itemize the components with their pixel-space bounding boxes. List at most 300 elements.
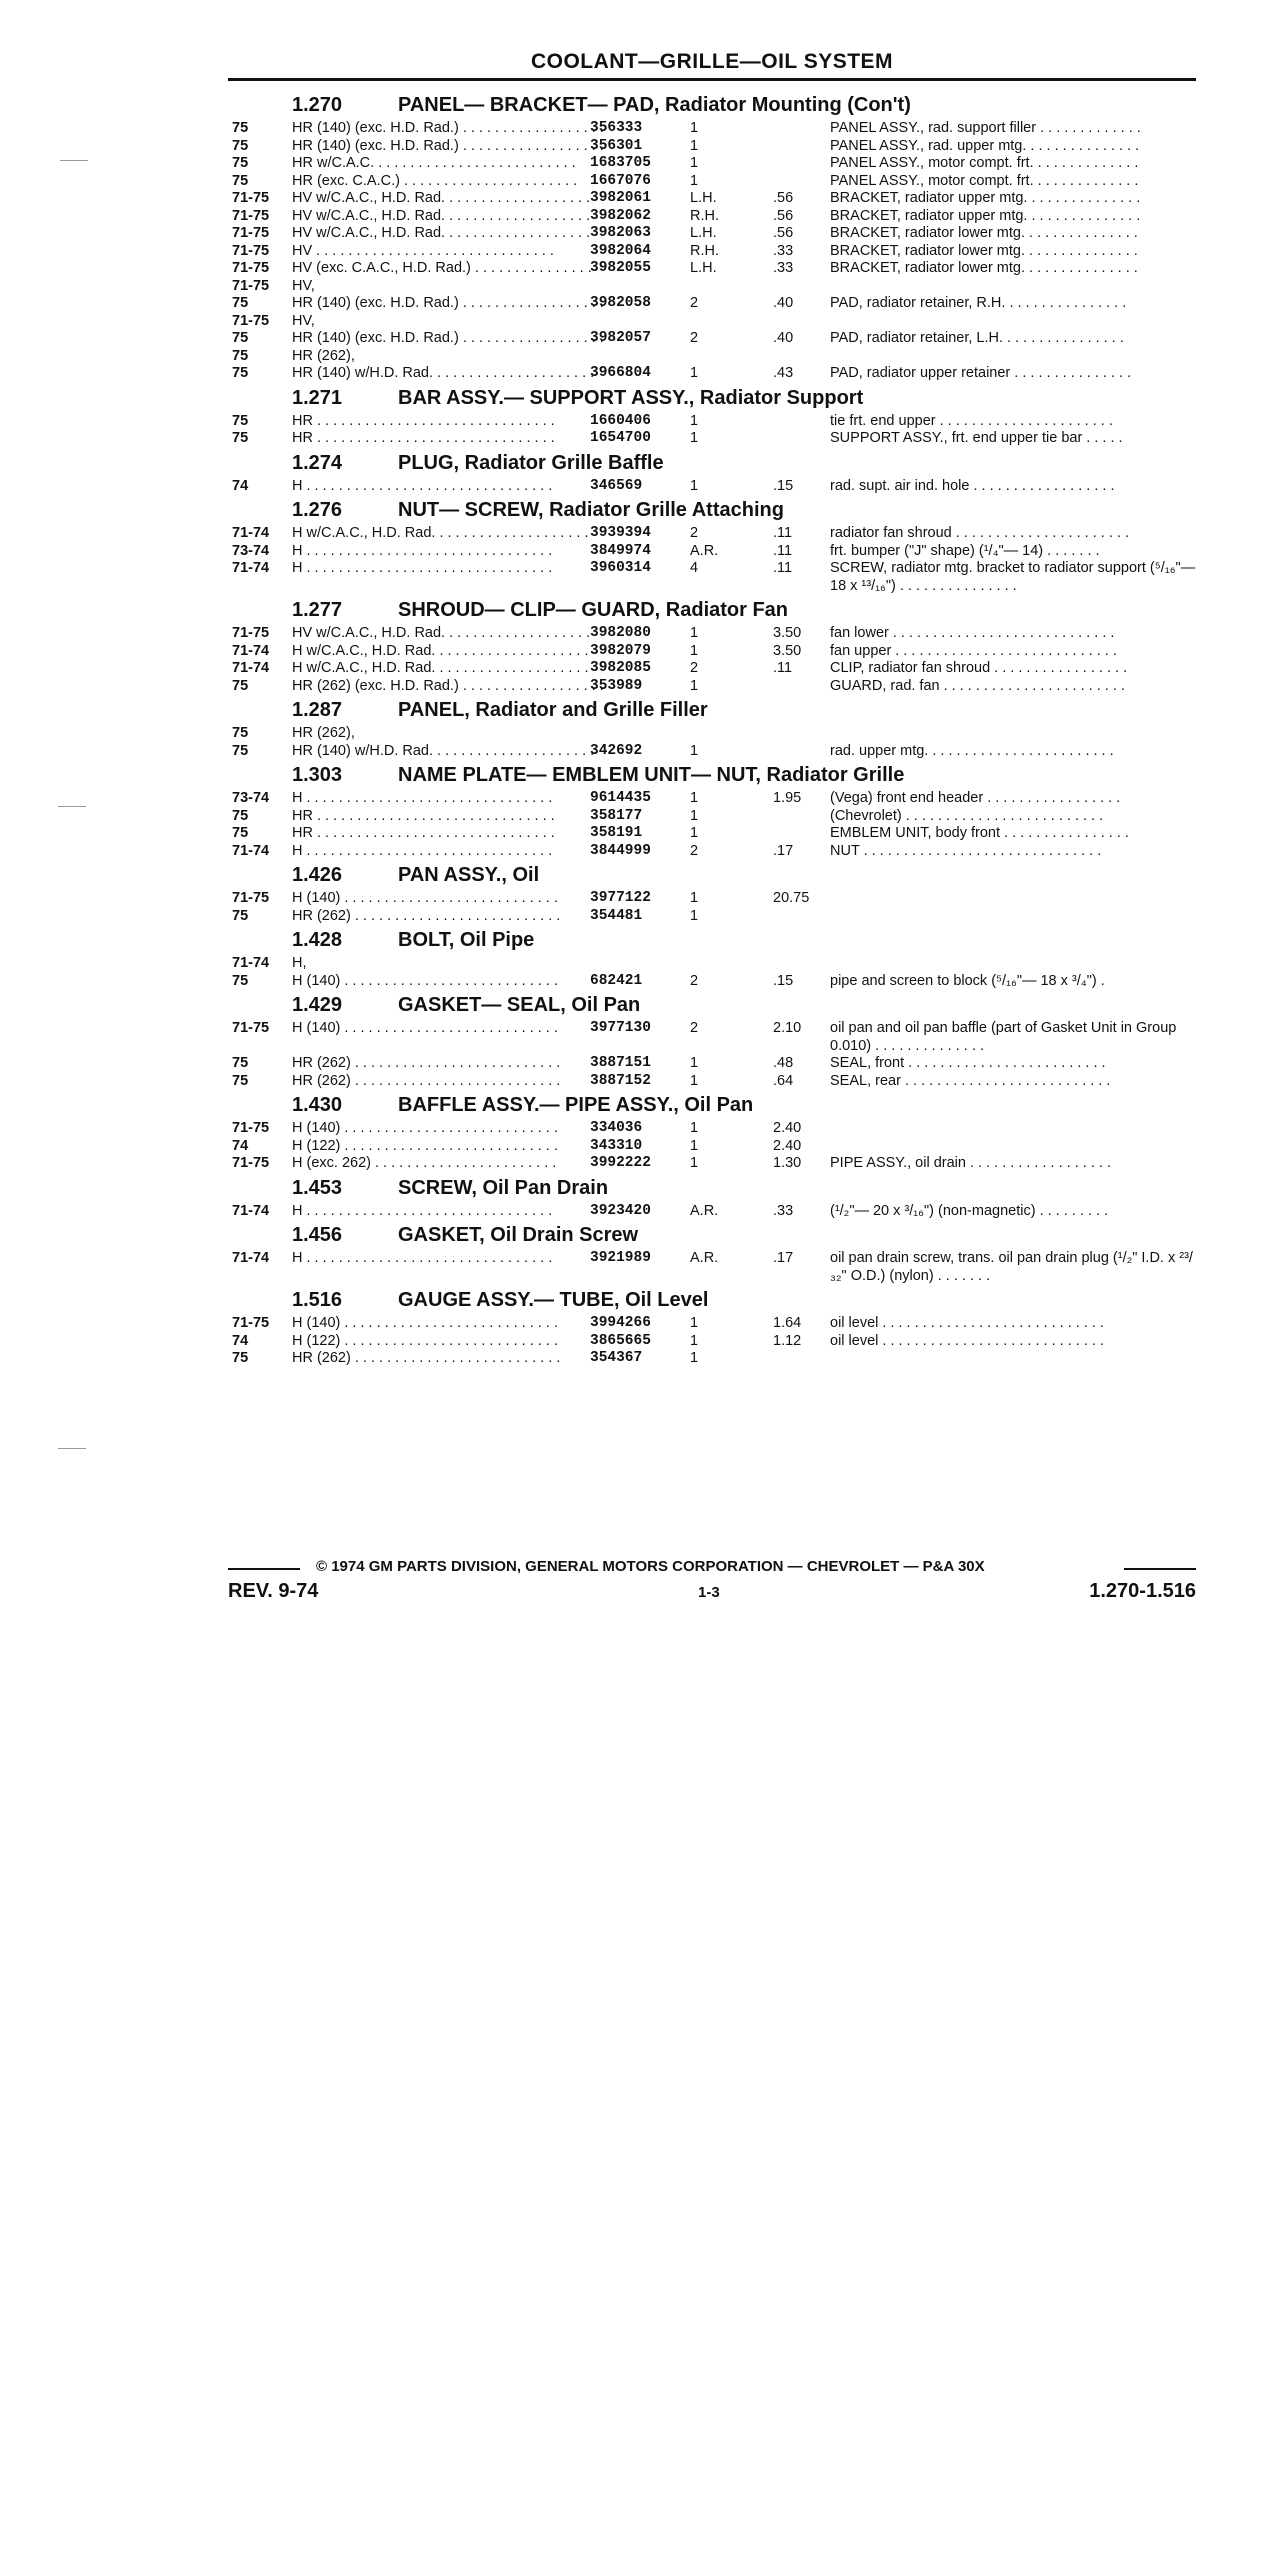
model-application: HR . . . . . . . . . . . . . . . . . . . . . . . . . . . . . . [292, 807, 555, 824]
page-number: 1-3 [698, 1584, 720, 1601]
quantity: 1 [690, 120, 699, 136]
quantity: 1 [690, 477, 699, 494]
parts-list [228, 90, 1196, 1368]
model-year: 75 [232, 1055, 249, 1071]
section-heading [228, 860, 1196, 890]
part-number: 3982080 [590, 625, 651, 641]
section-number: 1.456 [292, 1224, 343, 1246]
price: .56 [773, 190, 794, 206]
part-description: oil level . . . . . . . . . . . . . . . . . . . . . . . . . . . . [830, 1315, 1104, 1331]
model-year: 71-74 [232, 842, 270, 859]
model-year: 73-74 [232, 542, 270, 559]
page-title: COOLANT—GRILLE—OIL SYSTEM [530, 50, 894, 73]
section-number: 1.516 [292, 1289, 343, 1311]
part-description: SUPPORT ASSY., frt. end upper tie bar . . . . . [830, 430, 1123, 446]
part-description: SEAL, front . . . . . . . . . . . . . . . . . . . . . . . . . [830, 1055, 1106, 1071]
part-description: PAD, radiator upper retainer . . . . . . . . . . . . . . . [830, 365, 1132, 381]
part-description: tie frt. end upper . . . . . . . . . . . . . . . . . . . . . . [830, 412, 1113, 429]
model-application: H w/C.A.C., H.D. Rad. . . . . . . . . . . . . . . . . . . . [292, 525, 589, 541]
quantity: 1 [690, 172, 699, 189]
part-row [228, 243, 1196, 261]
price: .40 [773, 330, 794, 346]
part-number: 1660406 [590, 412, 651, 429]
model-year: 75 [232, 155, 249, 171]
part-description: (Vega) front end header . . . . . . . . . . . . . . . . . [830, 790, 1121, 806]
section-heading [228, 1090, 1196, 1120]
price: 3.50 [773, 642, 802, 659]
section-heading [228, 595, 1196, 625]
part-row [228, 1333, 1196, 1351]
section-title: BAFFLE ASSY.— PIPE ASSY., Oil Pan [398, 1094, 754, 1116]
quantity: 1 [690, 365, 699, 381]
model-application: HR (262) . . . . . . . . . . . . . . . . . . . . . . . . . . [292, 1350, 561, 1366]
section-title: BAR ASSY.— SUPPORT ASSY., Radiator Support [398, 386, 864, 409]
scan-mark [58, 1448, 86, 1449]
part-number: 3994266 [590, 1315, 651, 1331]
part-description: oil level . . . . . . . . . . . . . . . . . . . . . . . . . . . . [830, 1332, 1104, 1349]
model-application: HV (exc. C.A.C., H.D. Rad.) . . . . . . . . . . . . . . . [292, 260, 592, 276]
model-application: H, [292, 955, 307, 971]
quantity: 1 [690, 1072, 699, 1089]
price: .17 [773, 842, 794, 859]
price: .15 [773, 972, 794, 989]
section-heading [228, 990, 1196, 1020]
part-row [228, 260, 1196, 278]
quantity: 1 [690, 677, 699, 694]
part-number: 3982055 [590, 260, 651, 276]
section-number: 1.270 [292, 94, 343, 116]
part-row [228, 348, 1196, 366]
section-number: 1.426 [292, 864, 343, 886]
price: 1.12 [773, 1332, 802, 1349]
price: .11 [773, 525, 793, 541]
model-application: HV w/C.A.C., H.D. Rad. . . . . . . . . . . . . . . . . . . [292, 225, 591, 241]
part-number: 3849974 [590, 542, 651, 559]
part-description: BRACKET, radiator upper mtg. . . . . . . . . . . . . . . [830, 207, 1141, 224]
model-application: HR (140) (exc. H.D. Rad.) . . . . . . . . . . . . . . . . . . [292, 295, 604, 311]
model-application: HR (262) (exc. H.D. Rad.) . . . . . . . . . . . . . . . . . . [292, 677, 604, 694]
model-application: H . . . . . . . . . . . . . . . . . . . . . . . . . . . . . . . [292, 542, 553, 559]
section-range: 1.270-1.516 [1089, 1580, 1196, 1602]
scan-mark [58, 806, 86, 807]
part-description: (Chevrolet) . . . . . . . . . . . . . . . . . . . . . . . . . [830, 807, 1104, 824]
section-title: NUT— SCREW, Radiator Grille Attaching [398, 499, 784, 521]
part-row [228, 155, 1196, 173]
part-description: BRACKET, radiator lower mtg. . . . . . . . . . . . . . . [830, 225, 1138, 241]
part-row [228, 365, 1196, 383]
model-year: 75 [232, 742, 249, 759]
model-application: H (122) . . . . . . . . . . . . . . . . . . . . . . . . . . . [292, 1332, 558, 1349]
model-year: 71-75 [232, 260, 270, 276]
part-description: CLIP, radiator fan shroud . . . . . . . . . . . . . . . . . [830, 660, 1128, 676]
model-application: HV w/C.A.C., H.D. Rad. . . . . . . . . . . . . . . . . . . [292, 625, 591, 641]
quantity: 2 [690, 295, 699, 311]
model-application: HR . . . . . . . . . . . . . . . . . . . . . . . . . . . . . . [292, 430, 555, 446]
part-description: SEAL, rear . . . . . . . . . . . . . . . . . . . . . . . . . . [830, 1072, 1111, 1089]
model-application: H (exc. 262) . . . . . . . . . . . . . . . . . . . . . . . [292, 1155, 557, 1171]
part-number: 3960314 [590, 560, 651, 576]
price: 2.40 [773, 1137, 802, 1154]
part-description: PANEL ASSY., motor compt. frt. . . . . . . . . . . . . . [830, 155, 1139, 171]
model-year: 71-75 [232, 1315, 270, 1331]
model-application: HR (262) . . . . . . . . . . . . . . . . . . . . . . . . . . [292, 907, 561, 924]
model-year: 75 [232, 172, 249, 189]
section-title: PAN ASSY., Oil [398, 864, 540, 886]
part-row [228, 1120, 1196, 1138]
part-number: 3844999 [590, 842, 651, 859]
model-year: 75 [232, 972, 249, 989]
quantity: 1 [690, 1350, 699, 1366]
quantity: 1 [690, 1137, 699, 1154]
section-number: 1.303 [292, 764, 343, 786]
part-description: GUARD, rad. fan . . . . . . . . . . . . . . . . . . . . . . . [830, 677, 1125, 694]
section-number: 1.428 [292, 929, 343, 951]
section-title: PANEL— BRACKET— PAD, Radiator Mounting (Con't) [398, 94, 911, 116]
part-number: 3992222 [590, 1155, 651, 1171]
price: 1.30 [773, 1155, 802, 1171]
model-year: 71-74 [232, 660, 270, 676]
model-year: 71-74 [232, 642, 270, 659]
part-row [228, 413, 1196, 431]
part-row [228, 295, 1196, 313]
quantity: 1 [690, 742, 699, 759]
revision-label: REV. 9-74 [228, 1580, 319, 1602]
part-row [228, 330, 1196, 348]
model-application: H . . . . . . . . . . . . . . . . . . . . . . . . . . . . . . . [292, 477, 553, 494]
section-number: 1.429 [292, 994, 343, 1016]
model-application: H . . . . . . . . . . . . . . . . . . . . . . . . . . . . . . . [292, 1202, 553, 1219]
price: .64 [773, 1072, 794, 1089]
section-title: GAUGE ASSY.— TUBE, Oil Level [398, 1289, 709, 1311]
section-heading [228, 1220, 1196, 1250]
part-row [228, 225, 1196, 243]
section-heading [228, 695, 1196, 725]
part-row [228, 190, 1196, 208]
model-application: H w/C.A.C., H.D. Rad. . . . . . . . . . . . . . . . . . . . [292, 642, 589, 659]
quantity: 1 [690, 137, 699, 154]
scan-mark [60, 160, 88, 161]
quantity: 1 [690, 825, 699, 841]
model-year: 74 [232, 1332, 249, 1349]
model-year: 75 [232, 725, 249, 741]
model-year: 75 [232, 412, 249, 429]
model-application: H (140) . . . . . . . . . . . . . . . . . . . . . . . . . . . [292, 1315, 558, 1331]
quantity: 1 [690, 907, 699, 924]
part-number: 358177 [590, 807, 643, 824]
quantity: 1 [690, 1055, 699, 1071]
part-row [228, 278, 1196, 296]
part-row [228, 1138, 1196, 1156]
section-heading [228, 448, 1196, 478]
model-application: HV w/C.A.C., H.D. Rad. . . . . . . . . . . . . . . . . . . [292, 207, 591, 224]
part-row [228, 1073, 1196, 1091]
section-heading [228, 383, 1196, 413]
section-number: 1.274 [292, 451, 343, 474]
part-number: 3977122 [590, 890, 651, 906]
price: .56 [773, 207, 794, 224]
quantity: R.H. [690, 207, 719, 224]
part-row [228, 890, 1196, 908]
part-row [228, 825, 1196, 843]
model-application: HR (exc. C.A.C.) . . . . . . . . . . . . . . . . . . . . . . [292, 172, 578, 189]
part-description: pipe and screen to block (⁵/₁₆"— 18 x ³/₄") . [830, 972, 1105, 989]
part-number: 3887151 [590, 1055, 651, 1071]
section-heading [228, 90, 1196, 120]
part-row [228, 808, 1196, 826]
part-description: rad. upper mtg. . . . . . . . . . . . . . . . . . . . . . . . [830, 742, 1114, 759]
part-description: PANEL ASSY., rad. upper mtg. . . . . . . . . . . . . . . [830, 137, 1140, 154]
quantity: L.H. [690, 260, 717, 276]
model-application: H (122) . . . . . . . . . . . . . . . . . . . . . . . . . . . [292, 1137, 558, 1154]
part-row [228, 1155, 1196, 1173]
model-application: H . . . . . . . . . . . . . . . . . . . . . . . . . . . . . . . [292, 1250, 553, 1266]
part-number: 3982079 [590, 642, 651, 659]
part-row [228, 1055, 1196, 1073]
price: 20.75 [773, 890, 810, 906]
price: 2.40 [773, 1120, 802, 1136]
model-application: H (140) . . . . . . . . . . . . . . . . . . . . . . . . . . . [292, 1020, 558, 1036]
section-title: NAME PLATE— EMBLEM UNIT— NUT, Radiator Grille [398, 764, 905, 786]
model-year: 75 [232, 1350, 249, 1366]
model-year: 71-74 [232, 955, 270, 971]
part-number: 3982058 [590, 295, 651, 311]
part-description: radiator fan shroud . . . . . . . . . . . . . . . . . . . . . . [830, 525, 1129, 541]
price: .11 [773, 560, 793, 576]
part-description: NUT . . . . . . . . . . . . . . . . . . . . . . . . . . . . . . [830, 842, 1102, 859]
model-application: HR (140) (exc. H.D. Rad.) . . . . . . . . . . . . . . . . . . [292, 330, 604, 346]
part-number: 343310 [590, 1137, 643, 1154]
model-year: 71-74 [232, 525, 270, 541]
part-row [228, 1315, 1196, 1333]
model-year: 73-74 [232, 790, 270, 806]
part-row [228, 313, 1196, 331]
price: .48 [773, 1055, 794, 1071]
model-year: 75 [232, 330, 249, 346]
quantity: A.R. [690, 1250, 719, 1266]
model-year: 71-75 [232, 1020, 270, 1036]
part-row [228, 743, 1196, 761]
part-number: 3982085 [590, 660, 651, 676]
part-row [228, 173, 1196, 191]
section-heading [228, 760, 1196, 790]
model-year: 71-75 [232, 890, 270, 906]
part-number: 356333 [590, 120, 643, 136]
part-description: BRACKET, radiator upper mtg. . . . . . . . . . . . . . . [830, 190, 1141, 206]
price: .56 [773, 225, 794, 241]
price: .33 [773, 242, 794, 259]
price: .15 [773, 477, 794, 494]
quantity: 1 [690, 625, 699, 641]
part-number: 3966804 [590, 365, 651, 381]
quantity: L.H. [690, 225, 717, 241]
part-number: 1654700 [590, 430, 651, 446]
part-number: 3921989 [590, 1250, 651, 1266]
model-year: 71-75 [232, 225, 270, 241]
quantity: 1 [690, 790, 699, 806]
quantity: 1 [690, 155, 699, 171]
quantity: 1 [690, 642, 699, 659]
part-number: 1667076 [590, 172, 651, 189]
part-description: EMBLEM UNIT, body front . . . . . . . . . . . . . . . . [830, 825, 1129, 841]
model-year: 75 [232, 365, 249, 381]
section-title: SHROUD— CLIP— GUARD, Radiator Fan [398, 599, 789, 621]
part-row [228, 625, 1196, 643]
price: .43 [773, 365, 794, 381]
price: .17 [773, 1250, 794, 1266]
part-number: 342692 [590, 742, 643, 759]
part-description: frt. bumper ("J" shape) (¹/₄"— 14) . . . . . . . [830, 542, 1100, 559]
part-number: 334036 [590, 1120, 643, 1136]
model-application: HR (140) (exc. H.D. Rad.) . . . . . . . . . . . . . . . . . . [292, 120, 604, 136]
quantity: R.H. [690, 242, 719, 259]
price: .11 [773, 660, 793, 676]
part-row [228, 660, 1196, 678]
quantity: 1 [690, 807, 699, 824]
part-number: 3865665 [590, 1332, 651, 1349]
quantity: 1 [690, 890, 699, 906]
section-number: 1.277 [292, 599, 343, 621]
part-row [228, 1203, 1196, 1221]
part-row [228, 138, 1196, 156]
model-application: HR (140) w/H.D. Rad. . . . . . . . . . . . . . . . . . . . . [292, 365, 595, 381]
part-row [228, 208, 1196, 226]
model-year: 75 [232, 825, 249, 841]
quantity: 2 [690, 660, 699, 676]
part-number: 358191 [590, 825, 643, 841]
part-number: 3982061 [590, 190, 651, 206]
quantity: 2 [690, 330, 699, 346]
part-row [228, 725, 1196, 743]
part-number: 3982064 [590, 242, 651, 259]
model-year: 75 [232, 1072, 249, 1089]
quantity: 4 [690, 560, 699, 576]
section-heading [228, 925, 1196, 955]
price: .33 [773, 1202, 794, 1219]
model-application: HR (262) . . . . . . . . . . . . . . . . . . . . . . . . . . [292, 1055, 561, 1071]
price: 3.50 [773, 625, 802, 641]
model-year: 71-75 [232, 190, 270, 206]
part-row [228, 543, 1196, 561]
part-description: fan lower . . . . . . . . . . . . . . . . . . . . . . . . . . . . [830, 625, 1115, 641]
part-row [228, 1250, 1196, 1285]
model-application: HR (140) (exc. H.D. Rad.) . . . . . . . . . . . . . . . . . . [292, 137, 604, 154]
quantity: 2 [690, 972, 699, 989]
part-number: 9614435 [590, 790, 651, 806]
page-footer [228, 1558, 1196, 1618]
part-number: 3982063 [590, 225, 651, 241]
price: 1.64 [773, 1315, 802, 1331]
part-number: 3982057 [590, 330, 651, 346]
part-number: 346569 [590, 477, 643, 494]
header-rule [228, 78, 1196, 81]
section-title: PLUG, Radiator Grille Baffle [398, 451, 664, 474]
model-year: 75 [232, 430, 249, 446]
part-description: BRACKET, radiator lower mtg. . . . . . . . . . . . . . . [830, 260, 1138, 276]
part-number: 354367 [590, 1350, 643, 1366]
model-application: HR (262), [292, 725, 355, 741]
section-number: 1.276 [292, 499, 343, 521]
price: 2.10 [773, 1020, 802, 1036]
part-number: 353989 [590, 677, 643, 694]
quantity: 2 [690, 525, 699, 541]
model-year: 71-75 [232, 312, 270, 329]
part-description: PANEL ASSY., motor compt. frt. . . . . . . . . . . . . . [830, 172, 1139, 189]
quantity: A.R. [690, 1202, 719, 1219]
part-description: PIPE ASSY., oil drain . . . . . . . . . . . . . . . . . . [830, 1155, 1111, 1171]
section-title: SCREW, Oil Pan Drain [398, 1176, 609, 1199]
quantity: 1 [690, 1120, 699, 1136]
part-row [228, 790, 1196, 808]
part-description: oil pan drain screw, trans. oil pan drain plug (¹/₂" I.D. x ²³/₃₂" O.D.) (nylon) . . . . . . . [830, 1250, 1193, 1284]
footer-rule-right [1124, 1568, 1196, 1570]
model-year: 71-74 [232, 1202, 270, 1219]
model-application: HR . . . . . . . . . . . . . . . . . . . . . . . . . . . . . . [292, 412, 555, 429]
model-year: 75 [232, 907, 249, 924]
price: 1.95 [773, 790, 802, 806]
model-year: 71-75 [232, 1120, 270, 1136]
quantity: A.R. [690, 542, 719, 559]
part-row [228, 643, 1196, 661]
quantity: 1 [690, 412, 699, 429]
model-year: 74 [232, 477, 249, 494]
part-row [228, 955, 1196, 973]
part-number: 354481 [590, 907, 643, 924]
part-number: 1683705 [590, 155, 651, 171]
part-number: 682421 [590, 972, 643, 989]
part-number: 3977130 [590, 1020, 651, 1036]
part-row [228, 1020, 1196, 1055]
section-number: 1.287 [292, 699, 343, 721]
section-title: GASKET, Oil Drain Screw [398, 1224, 639, 1246]
part-description: PAD, radiator retainer, L.H. . . . . . . . . . . . . . . . [830, 330, 1124, 346]
model-application: HV w/C.A.C., H.D. Rad. . . . . . . . . . . . . . . . . . . [292, 190, 591, 206]
model-application: H (140) . . . . . . . . . . . . . . . . . . . . . . . . . . . [292, 972, 558, 989]
model-application: HR . . . . . . . . . . . . . . . . . . . . . . . . . . . . . . [292, 825, 555, 841]
part-description: PANEL ASSY., rad. support filler . . . . . . . . . . . . . [830, 120, 1141, 136]
model-year: 71-74 [232, 1250, 270, 1266]
model-application: HR (262) . . . . . . . . . . . . . . . . . . . . . . . . . . [292, 1072, 561, 1089]
part-row [228, 560, 1196, 595]
footer-rule-left [228, 1568, 300, 1570]
model-application: H . . . . . . . . . . . . . . . . . . . . . . . . . . . . . . . [292, 842, 553, 859]
section-number: 1.271 [292, 386, 343, 409]
quantity: 2 [690, 1020, 699, 1036]
part-row [228, 678, 1196, 696]
quantity: 1 [690, 1155, 699, 1171]
model-application: HR w/C.A.C. . . . . . . . . . . . . . . . . . . . . . . . . . [292, 155, 576, 171]
part-description: (¹/₂"— 20 x ³/₁₆") (non-magnetic) . . . . . . . . . [830, 1202, 1109, 1219]
model-year: 71-75 [232, 625, 270, 641]
price: .40 [773, 295, 794, 311]
quantity: 1 [690, 430, 699, 446]
part-number: 3887152 [590, 1072, 651, 1089]
price: .33 [773, 260, 794, 276]
section-heading [228, 1173, 1196, 1203]
model-application: H . . . . . . . . . . . . . . . . . . . . . . . . . . . . . . . [292, 790, 553, 806]
quantity: 1 [690, 1332, 699, 1349]
part-number: 3923420 [590, 1202, 651, 1219]
part-row [228, 973, 1196, 991]
model-year: 74 [232, 1137, 249, 1154]
model-year: 71-75 [232, 242, 270, 259]
section-number: 1.430 [292, 1094, 343, 1116]
model-year: 75 [232, 677, 249, 694]
model-application: H w/C.A.C., H.D. Rad. . . . . . . . . . . . . . . . . . . . [292, 660, 589, 676]
copyright-text: © 1974 GM PARTS DIVISION, GENERAL MOTORS CORPORATION — CHEVROLET — P&A 30X [316, 1558, 985, 1575]
model-year: 75 [232, 295, 249, 311]
model-application: H . . . . . . . . . . . . . . . . . . . . . . . . . . . . . . . [292, 560, 553, 576]
copyright-line [228, 1558, 1196, 1578]
